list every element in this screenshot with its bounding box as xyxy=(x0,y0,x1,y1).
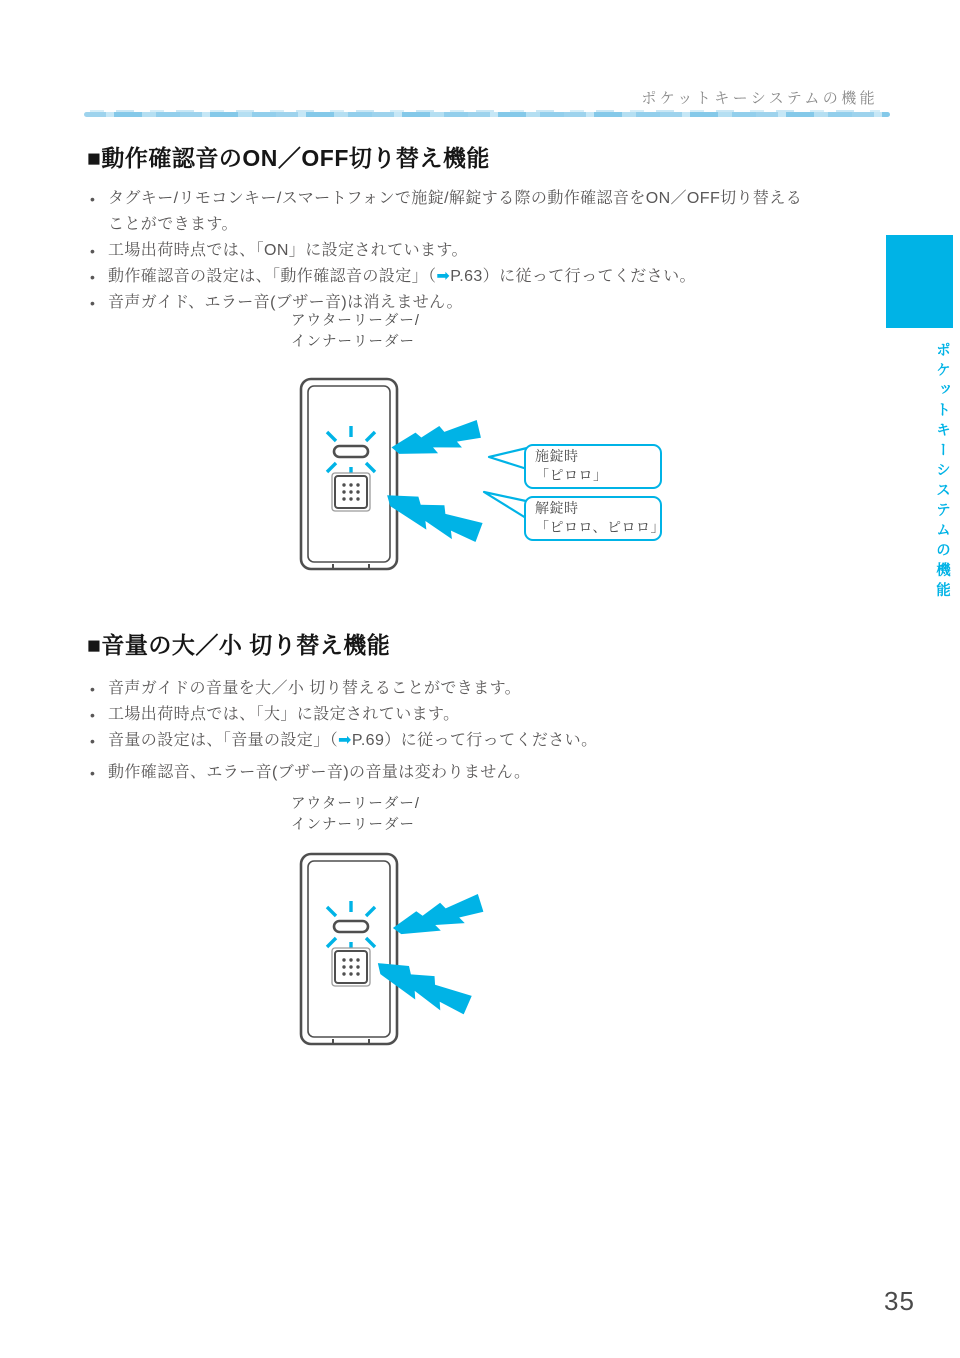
keypad-dots xyxy=(342,958,359,975)
page-reference-text: P.63）に従って行ってください。 xyxy=(450,268,696,285)
bullet-item xyxy=(88,728,880,754)
section1-heading: ■動作確認音のON／OFF切り替え機能 xyxy=(87,145,490,171)
reader-label-line1: アウターリーダー/ xyxy=(291,796,420,812)
bullet-text: 音声ガイドの音量を大／小 切り替えることができます。 xyxy=(108,680,522,697)
page-number: 35 xyxy=(884,1286,915,1316)
header-divider-brush-stroke xyxy=(84,112,890,117)
section2-bullet-list xyxy=(88,676,880,786)
running-header: ポケットキーシステムの機能 xyxy=(641,90,878,107)
callout-lock-sound: 「ピロロ」 xyxy=(535,467,608,483)
page-reference-text: P.69）に従って行ってください。 xyxy=(351,732,598,749)
bullet-text: 音声ガイド、エラー音(ブザー音)は消えません。 xyxy=(108,294,463,311)
bullet-item xyxy=(88,760,880,786)
bullet-text: 工場出荷時点では、「ON」に設定されています。 xyxy=(108,242,468,259)
callout-unlock xyxy=(524,496,665,541)
page-reference-arrow-icon: ➡ xyxy=(338,732,352,749)
callout-unlock-title: 解錠時 xyxy=(535,500,579,516)
indicator-lamp xyxy=(334,921,368,932)
chapter-tab xyxy=(886,235,953,328)
bullet-text: 動作確認音、エラー音(ブザー音)の音量は変わりません。 xyxy=(108,764,531,781)
chapter-tab-label: ポケットキーシステムの機能 xyxy=(934,342,950,602)
sound-bolt-icon xyxy=(389,890,486,941)
bullet-item xyxy=(88,702,880,728)
reader-label-line2: インナーリーダー xyxy=(291,817,415,833)
bullet-item xyxy=(88,186,880,238)
callout-lock xyxy=(524,444,662,489)
bullet-text: タグキー/リモコンキー/スマートフォンで施錠/解錠する際の動作確認音をON／OFF切り替える xyxy=(108,190,803,207)
bullet-item xyxy=(88,676,880,702)
bullet-text: 音量の設定は、「音量の設定」（ xyxy=(108,732,339,749)
bullet-item xyxy=(88,264,880,290)
reader-label-line1: アウターリーダー/ xyxy=(291,313,420,329)
reader-device-illustration xyxy=(299,852,399,1048)
callout-pointer-unlock xyxy=(481,485,529,521)
section2-heading: ■音量の大／小 切り替え機能 xyxy=(87,632,391,658)
page-reference-arrow-icon: ➡ xyxy=(436,268,451,285)
callout-unlock-sound: 「ピロロ、ピロロ」 xyxy=(535,519,665,535)
diagram2-reader-label xyxy=(291,794,420,836)
bullet-item xyxy=(88,290,880,316)
section1-bullet-list xyxy=(88,186,880,316)
reader-device-illustration xyxy=(299,377,399,573)
bullet-text: ことができます。 xyxy=(108,216,238,233)
indicator-lamp xyxy=(334,446,368,457)
sound-bolt-icon xyxy=(389,416,482,460)
bullet-item xyxy=(88,238,880,264)
diagram1-reader-label xyxy=(291,311,420,353)
bullet-text: 動作確認音の設定は、「動作確認音の設定」（ xyxy=(108,268,437,285)
keypad-dots xyxy=(342,483,359,500)
callout-lock-title: 施錠時 xyxy=(535,448,579,464)
reader-label-line2: インナーリーダー xyxy=(291,334,415,350)
bullet-text: 工場出荷時点では、「大」に設定されています。 xyxy=(108,706,460,723)
